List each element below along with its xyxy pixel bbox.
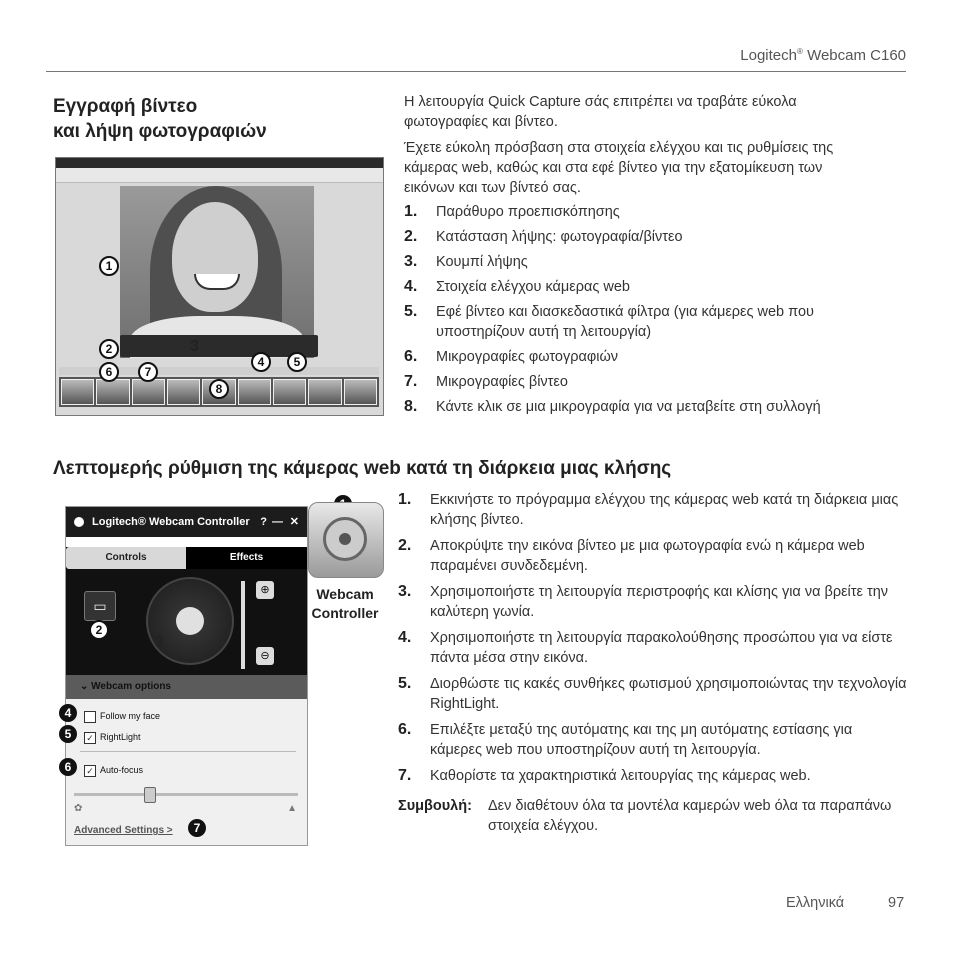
- thumbnail: [308, 379, 341, 405]
- callout-1: 1: [99, 256, 119, 276]
- list-item: [398, 720, 908, 760]
- section1-title: Εγγραφή βίντεο και λήψη φωτογραφιών: [53, 96, 267, 142]
- list-item-text: Παράθυρο προεπισκόπησης: [436, 204, 620, 220]
- list-item-number: 5.: [398, 675, 412, 692]
- autofocus-label: Auto-focus: [100, 765, 144, 775]
- controller-tabs: [66, 547, 307, 569]
- list-item: [404, 347, 874, 367]
- intro-paragraph-1: Η λειτουργία Quick Capture σάς επιτρέπει να τραβάτε εύκολα φωτογραφίες και βίντεο.: [404, 94, 797, 130]
- thumbnail: [61, 379, 94, 405]
- list-item-text: Κάντε κλικ σε μια μικρογραφία για να μεταβείτε στη συλλογή: [436, 399, 821, 415]
- list-item-text: Μικρογραφίες φωτογραφιών: [436, 349, 619, 365]
- zoom-in-icon[interactable]: ⊕: [256, 581, 274, 599]
- feature-list: [404, 202, 874, 417]
- list-item-number: 4.: [398, 629, 412, 646]
- list-item-text: Επιλέξτε μεταξύ της αυτόματης και της μη αυτόματης εστίασης για κάμερες web που υποστηρίζουν αυτή τη λειτουργία.: [430, 722, 853, 758]
- intro-paragraph-2: Έχετε εύκολη πρόσβαση στα στοιχεία ελέγχου και τις ρυθμίσεις της κάμερας web, καθώς και στα εφέ βίντεο για την εξατομίκευση των εικόνων και των βίντεό σας.: [404, 140, 834, 196]
- list-item-text: Αποκρύψτε την εικόνα βίντεο με μια φωτογραφία ενώ η κάμερα web παραμένει συνδεδεμένη.: [430, 538, 865, 574]
- chevron-down-icon: ⌄: [80, 681, 92, 692]
- list-item-number: 6.: [404, 348, 418, 365]
- list-item: [404, 227, 874, 247]
- tip-label: Συμβουλή:: [398, 798, 472, 814]
- controller-steps-list: [398, 490, 908, 786]
- list-item-text: Κουμπί λήψης: [436, 254, 528, 270]
- thumbnail: [132, 379, 165, 405]
- list-item-number: 5.: [404, 303, 418, 320]
- list-item: [398, 582, 908, 622]
- tab-controls[interactable]: Controls: [66, 547, 186, 569]
- callout-4: 4: [251, 352, 271, 372]
- list-item-text: Κατάσταση λήψης: φωτογραφία/βίντεο: [436, 229, 683, 245]
- list-item-text: Μικρογραφίες βίντεο: [436, 374, 568, 390]
- callout-2: 2: [99, 339, 119, 359]
- webcam-options-header[interactable]: ⌄ Webcam options: [66, 675, 307, 699]
- callout-4: 4: [59, 704, 77, 722]
- callout-5: 5: [59, 725, 77, 743]
- list-item-text: Χρησιμοποιήστε τη λειτουργία περιστροφής και κλίσης για να βρείτε την καλύτερη γωνία.: [430, 584, 889, 620]
- callout-8: 8: [209, 379, 229, 399]
- capture-control-bar: [120, 335, 318, 357]
- list-item: [398, 628, 908, 668]
- rightlight-label: RightLight: [100, 732, 141, 742]
- pan-tilt-knob[interactable]: [176, 607, 204, 635]
- window-menubar: [56, 168, 383, 183]
- list-item: [404, 397, 874, 417]
- tab-effects[interactable]: Effects: [186, 547, 307, 569]
- zoom-out-icon[interactable]: ⊖: [256, 647, 274, 665]
- focus-slider-handle[interactable]: [144, 787, 156, 803]
- callout-6: 6: [59, 758, 77, 776]
- list-item-number: 4.: [404, 278, 418, 295]
- list-item-text: Καθορίστε τα χαρακτηριστικά λειτουργίας της κάμερας web.: [430, 768, 811, 784]
- running-header: Logitech® Webcam C160: [740, 47, 906, 64]
- flower-macro-icon: ✿: [74, 803, 83, 814]
- callout-5: 5: [287, 352, 307, 372]
- callout-2: 2: [89, 620, 109, 640]
- list-item-text: Χρησιμοποιήστε τη λειτουργία παρακολούθησης προσώπου για να είστε πάντα μέσα στην εικόνα.: [430, 630, 893, 666]
- tip-text: Δεν διαθέτουν όλα τα μοντέλα καμερών web όλα τα παραπάνω στοιχεία ελέγχου.: [488, 798, 892, 834]
- focus-slider[interactable]: [74, 793, 298, 796]
- page-number: 97: [888, 895, 905, 911]
- webcam-controller-window: [65, 506, 308, 846]
- callout-7: 7: [138, 362, 158, 382]
- list-item-text: Εκκινήστε το πρόγραμμα ελέγχου της κάμερας web κατά τη διάρκεια μιας κλήσης βίντεο.: [430, 492, 899, 528]
- list-item: [404, 302, 874, 342]
- list-item: [398, 490, 908, 530]
- list-item-number: 1.: [404, 203, 418, 220]
- list-item: [404, 252, 874, 272]
- divider: [80, 751, 296, 752]
- list-item-text: Εφέ βίντεο και διασκεδαστικά φίλτρα (για κάμερες web που υποστηρίζουν αυτή τη λειτουργία): [436, 304, 814, 340]
- thumbnail: [238, 379, 271, 405]
- follow-face-checkbox[interactable]: [84, 711, 96, 723]
- thumbnail: [273, 379, 306, 405]
- webcam-controller-icon[interactable]: [308, 502, 384, 578]
- list-item: [404, 372, 874, 392]
- callout-6: 6: [99, 362, 119, 382]
- autofocus-checkbox[interactable]: ✓: [84, 765, 96, 777]
- list-item-number: 2.: [398, 537, 412, 554]
- section2-title: Λεπτομερής ρύθμιση της κάμερας web κατά τη διάρκεια μιας κλήσης: [53, 458, 672, 479]
- list-item-text: Στοιχεία ελέγχου κάμερας web: [436, 279, 630, 295]
- list-item-number: 7.: [404, 373, 418, 390]
- close-icon[interactable]: ✕: [289, 516, 299, 528]
- callout-3: 3: [155, 634, 164, 651]
- logitech-logo-icon: [74, 517, 84, 527]
- list-item: [398, 766, 908, 786]
- footer-language: Ελληνικά: [786, 895, 845, 911]
- tip: [398, 796, 908, 836]
- list-item-number: 1.: [398, 491, 412, 508]
- thumbnail: [96, 379, 129, 405]
- section1-text: [404, 92, 874, 422]
- list-item-number: 7.: [398, 767, 412, 784]
- rightlight-checkbox[interactable]: ✓: [84, 732, 96, 744]
- list-item-number: 2.: [404, 228, 418, 245]
- list-item: [404, 202, 874, 222]
- hide-video-button[interactable]: ▭: [84, 591, 116, 621]
- list-item: [404, 277, 874, 297]
- follow-face-label: Follow my face: [100, 711, 161, 721]
- section2-text: [398, 490, 908, 836]
- list-item: [398, 674, 908, 714]
- advanced-settings-link[interactable]: Advanced Settings >: [74, 825, 173, 836]
- webcam-options-panel: [66, 699, 307, 845]
- mountain-icon: ▲: [287, 803, 297, 814]
- list-item-text: Διορθώστε τις κακές συνθήκες φωτισμού χρησιμοποιώντας την τεχνολογία RightLight.: [430, 676, 907, 712]
- list-item-number: 6.: [398, 721, 412, 738]
- preview-window: [120, 186, 314, 358]
- list-item-number: 3.: [398, 583, 412, 600]
- controller-titlebar: Logitech® Webcam Controller ? — ✕: [66, 507, 307, 537]
- zoom-slider[interactable]: [241, 581, 245, 669]
- minimize-icon[interactable]: —: [272, 516, 283, 528]
- callout-7: 7: [188, 819, 206, 837]
- header-rule: [46, 71, 906, 72]
- webcam-controller-icon-label: Webcam Controller: [311, 586, 379, 621]
- window-titlebar: [56, 158, 383, 168]
- thumbnail: [167, 379, 200, 405]
- callout-3: 3: [190, 338, 199, 355]
- list-item-number: 3.: [404, 253, 418, 270]
- help-icon[interactable]: ?: [260, 516, 267, 528]
- list-item: [398, 536, 908, 576]
- list-item-number: 8.: [404, 398, 418, 415]
- thumbnail: [344, 379, 377, 405]
